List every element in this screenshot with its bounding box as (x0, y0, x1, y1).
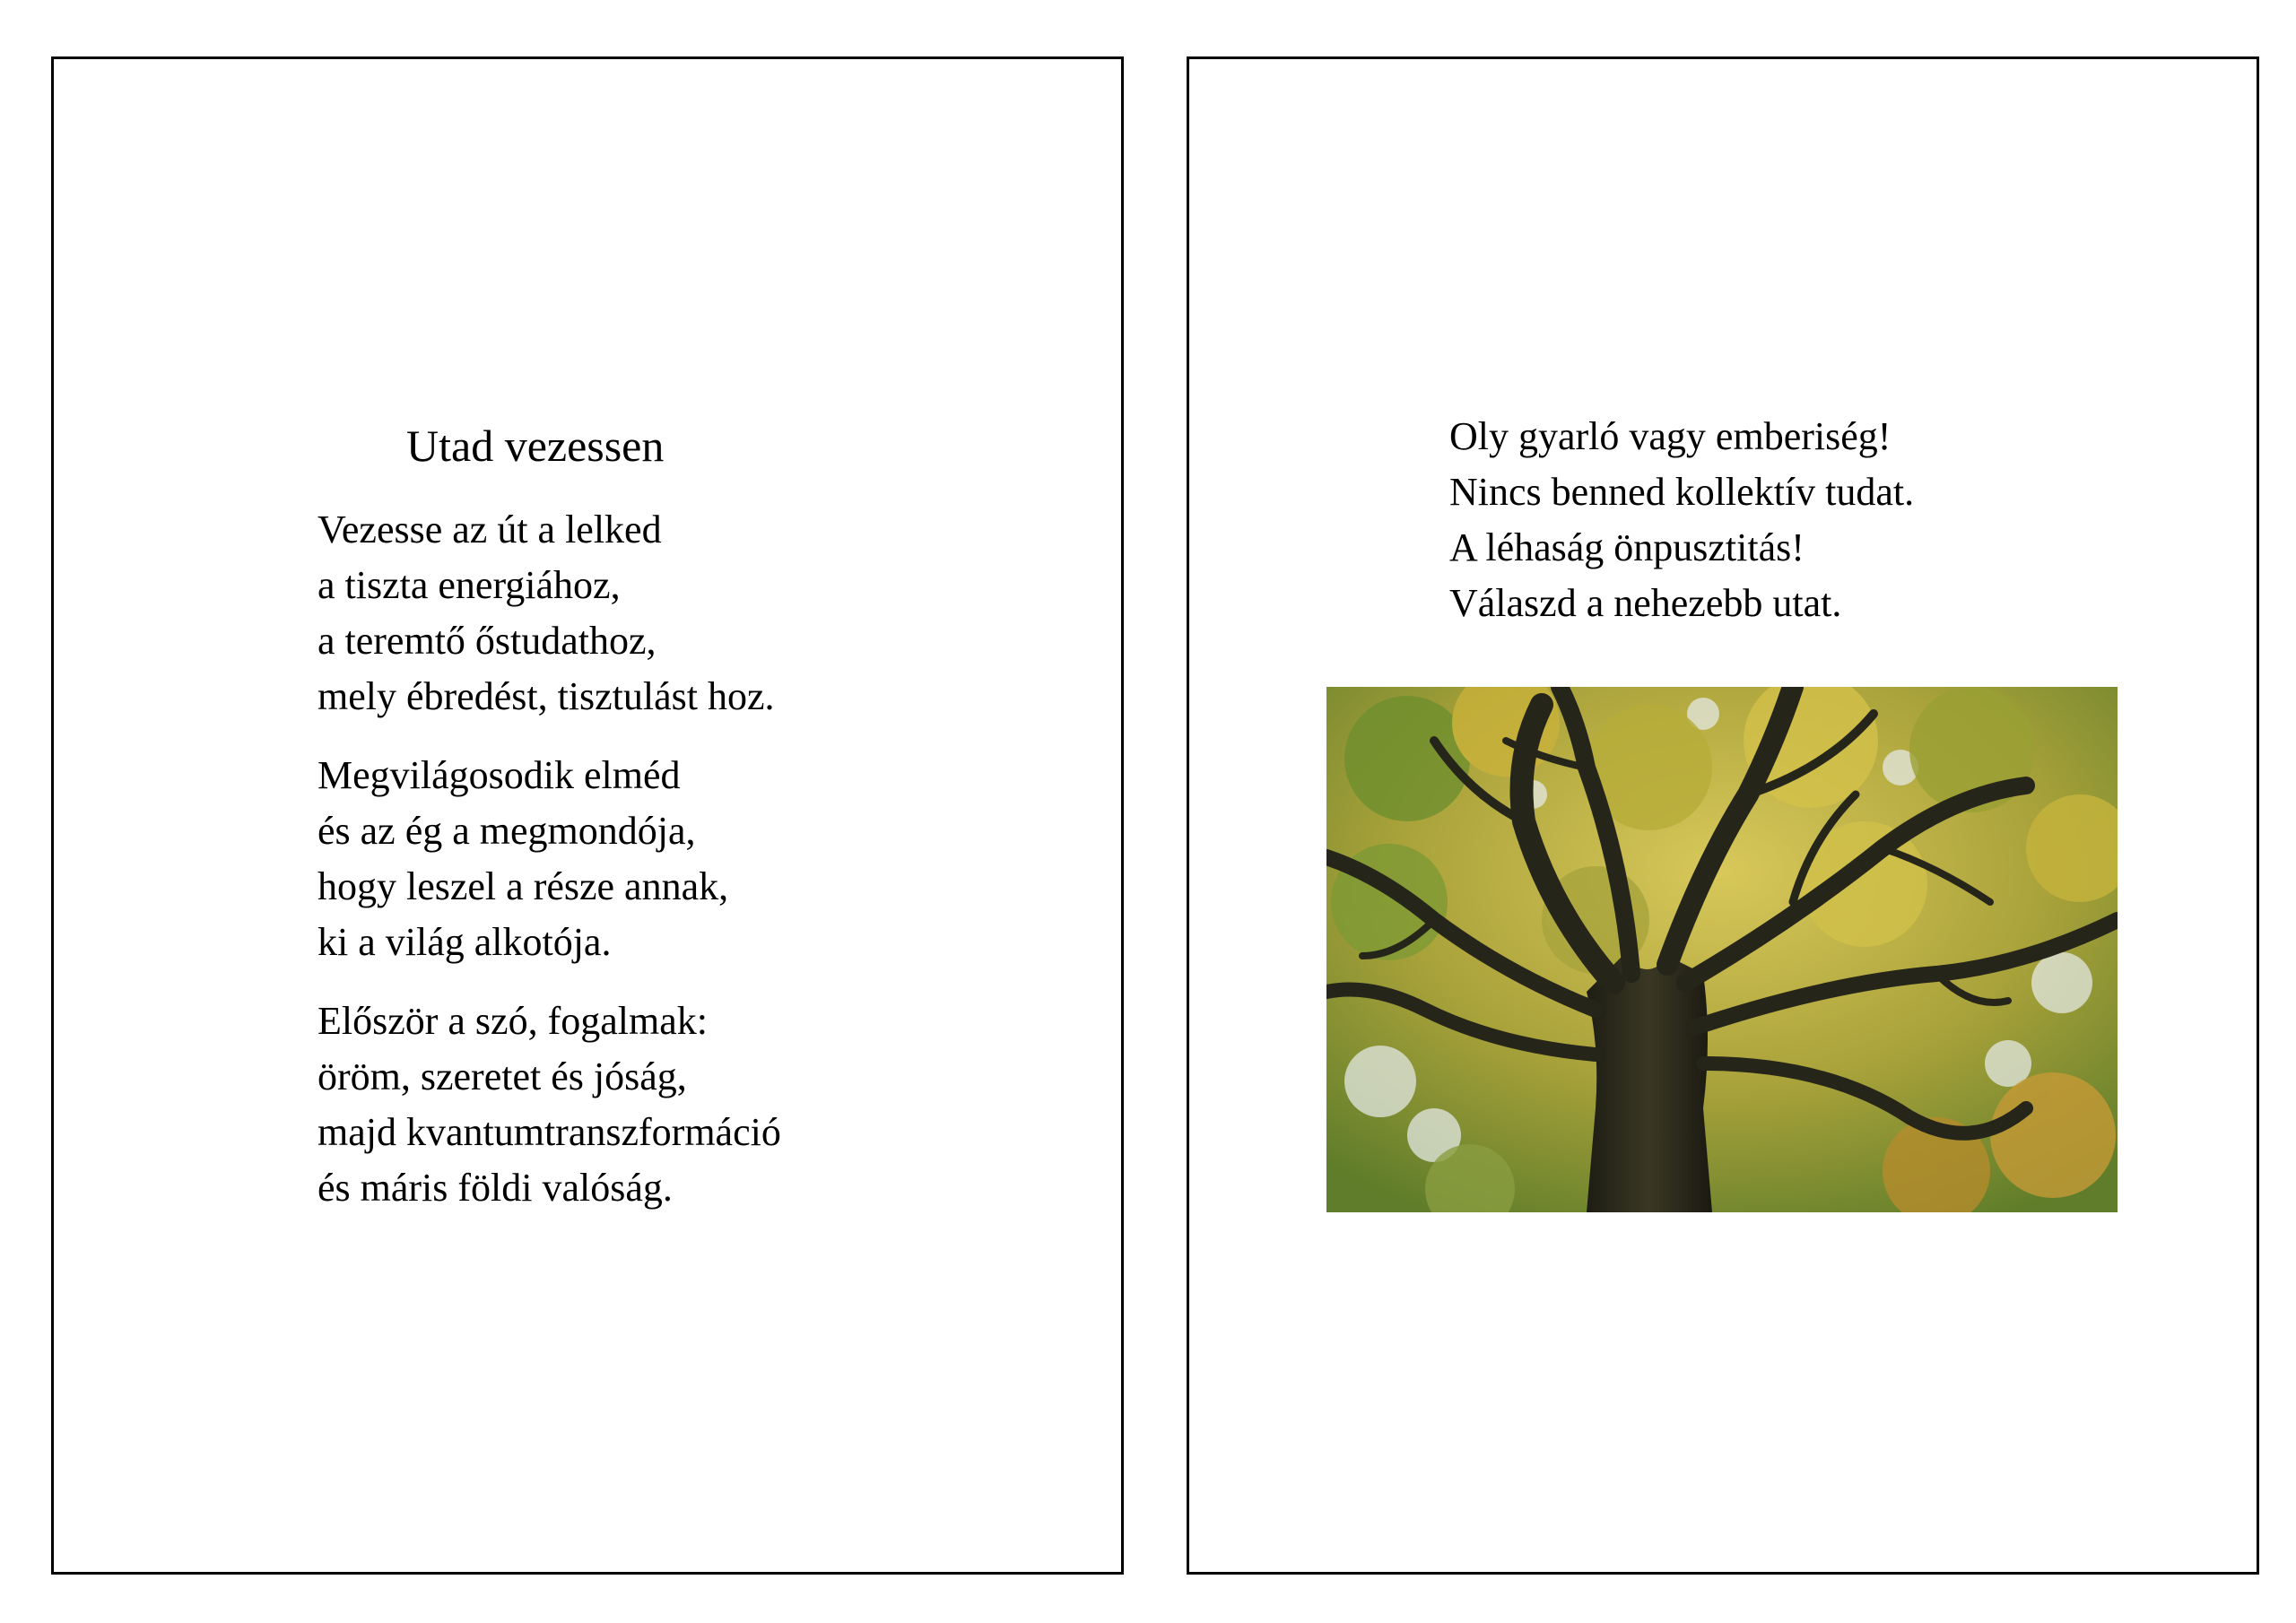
poem-stanza-continued (1449, 409, 1914, 631)
stanza-3 (317, 994, 781, 1216)
poem-line: Nincs benned kollektív tudat. (1449, 470, 1915, 514)
poem-line: Megvilágosodik elméd (317, 753, 681, 797)
right-page (1187, 56, 2259, 1575)
poem-line: A léhaság önpusztitás! (1449, 525, 1805, 569)
poem-line: a teremtő őstudathoz, (317, 619, 657, 663)
poem-title: Utad vezessen (406, 421, 665, 471)
poem-line: és máris földi valóság. (317, 1166, 673, 1210)
poem-line: Vezesse az út a lelked (317, 508, 662, 551)
poem-line: Először a szó, fogalmak: (317, 999, 708, 1043)
poem-line: hogy leszel a része annak, (317, 864, 729, 908)
poem-line: majd kvantumtranszformáció (317, 1110, 781, 1154)
poem-body (317, 502, 781, 1239)
poem-line: a tiszta energiához, (317, 563, 621, 607)
poem-line: Oly gyarló vagy emberiség! (1449, 414, 1892, 458)
poem-line: Válaszd a nehezebb utat. (1449, 581, 1842, 625)
stanza-1 (317, 502, 781, 725)
stanza-2 (317, 748, 781, 970)
tree-canopy-photo (1326, 687, 2118, 1212)
tree-photo-illustration (1326, 687, 2118, 1212)
poem-line: öröm, szeretet és jóság, (317, 1055, 687, 1098)
left-page (51, 56, 1124, 1575)
poem-line: és az ég a megmondója, (317, 809, 696, 853)
poem-line: mely ébredést, tisztulást hoz. (317, 674, 775, 718)
poem-line: ki a világ alkotója. (317, 920, 612, 964)
